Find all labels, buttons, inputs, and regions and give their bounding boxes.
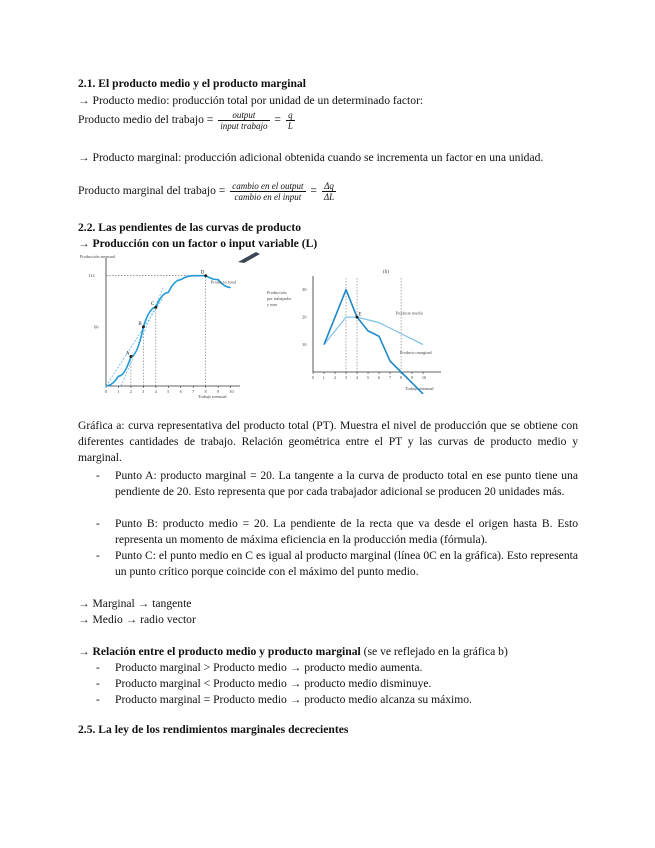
fraction xyxy=(230,181,305,202)
y-axis-label-line: Producción xyxy=(267,290,287,295)
bullet-dash: - xyxy=(96,549,100,562)
point-label: C xyxy=(150,302,155,308)
x-tick-label: 2 xyxy=(129,389,132,394)
ray-from-origin xyxy=(106,297,163,386)
fraction-numerator: cambio en el output xyxy=(232,181,304,191)
point-marker xyxy=(204,274,207,277)
x-tick-label: 4 xyxy=(355,375,358,380)
x-tick-label: 1 xyxy=(322,375,325,380)
x-tick-label: 5 xyxy=(366,375,369,380)
equation-label: Producto medio del trabajo = xyxy=(78,113,214,127)
x-tick-label: 0 xyxy=(104,389,107,394)
producto-marginal-definition: → Producto marginal: producción adicional obtenida cuando se incrementa un factor en una unidad. xyxy=(78,151,544,164)
fraction xyxy=(286,110,295,131)
x-tick-label: 6 xyxy=(179,389,182,394)
total-product-curve xyxy=(106,276,231,386)
x-tick-label: 8 xyxy=(204,389,207,394)
y-tick-label: 20 xyxy=(302,314,307,320)
note-marginal: → Marginal → tangente xyxy=(78,597,192,610)
x-tick-label: 8 xyxy=(399,375,403,380)
marginal-product-curve xyxy=(324,290,423,394)
average-product-curve xyxy=(324,317,423,344)
curve-label: Producto total xyxy=(210,279,237,285)
x-tick-label: 3 xyxy=(344,375,347,380)
y-axis-label-line: y mes xyxy=(267,302,278,307)
bullet-punto-c: Punto C: el punto medio en C es igual al producto marginal (línea 0C en la gráfica). Esto representa un punto crítico porque coincide con el máximo del punto medio. xyxy=(115,549,578,578)
y-tick-label: 30 xyxy=(302,287,307,293)
x-tick-label: 3 xyxy=(142,389,145,394)
fraction-numerator: q xyxy=(286,110,295,121)
bullet-dash: - xyxy=(96,677,100,690)
relacion-bullet-disminuye: Producto marginal < Producto medio → producto medio disminuye. xyxy=(115,677,432,690)
fraction xyxy=(218,110,269,131)
grafica-a-paragraph: Gráfica a: curva representativa del producto total (PT). Muestra el nivel de producción que se obtiene con diferentes cantidades de trabajo. Relación geométrica entre el PT y las curvas de producto medio y marginal. xyxy=(78,419,578,464)
series-label: Producto medio xyxy=(395,310,423,316)
x-tick-label: 5 xyxy=(167,389,170,394)
panel-label: (b) xyxy=(383,270,389,275)
point-marker xyxy=(142,325,145,328)
x-tick-label: 7 xyxy=(388,375,392,380)
fraction xyxy=(322,181,336,202)
bullet-punto-a: Punto A: producto marginal = 20. La tangente a la curva de producto total en ese punto tiene una pendiente de 20. Esto representa que por cada trabajador adicional se producen 20 unidades más. xyxy=(115,469,578,498)
relacion-bullet-aumenta: Producto marginal > Producto medio → producto medio aumenta. xyxy=(115,661,423,674)
point-label: E xyxy=(358,312,362,318)
fraction-denominator: input trabajo xyxy=(220,121,268,131)
fraction-denominator: cambio en el input xyxy=(234,192,302,202)
y-tick-label: 60 xyxy=(94,324,99,330)
y-axis-label: Producción mensual xyxy=(80,254,115,259)
chart-b-average-marginal xyxy=(265,262,450,394)
x-tick-label: 4 xyxy=(154,389,157,394)
fraction-denominator: L xyxy=(287,121,293,131)
chart-a-total-product xyxy=(78,252,248,402)
producto-medio-equation xyxy=(78,110,297,131)
point-label: A xyxy=(125,351,130,357)
y-tick-label: 10 xyxy=(302,342,307,348)
equation-label: Producto marginal del trabajo = xyxy=(78,184,226,198)
point-marker xyxy=(129,355,132,358)
relacion-heading xyxy=(78,644,508,660)
section-2-1-heading: 2.1. El producto medio y el producto marginal xyxy=(78,77,306,90)
point-label: B xyxy=(138,321,142,327)
bullet-dash: - xyxy=(96,517,100,530)
bullet-dash: - xyxy=(96,693,100,706)
section-2-2-subheading: → Producción con un factor o input variable (L) xyxy=(78,237,318,250)
relacion-heading-bold: → Relación entre el producto medio y producto marginal xyxy=(78,645,361,658)
x-tick-label: 9 xyxy=(410,375,414,380)
x-tick-label: 10 xyxy=(421,375,427,380)
fraction-numerator: Δq xyxy=(322,181,336,192)
section-2-5-heading: 2.5. La ley de los rendimientos marginales decrecientes xyxy=(78,723,349,736)
x-tick-label: 6 xyxy=(377,375,381,380)
fraction-denominator: ΔL xyxy=(323,192,335,202)
y-tick-label: 112 xyxy=(88,273,95,279)
x-tick-label: 2 xyxy=(333,375,336,380)
tangent-line xyxy=(121,288,163,386)
x-tick-label: 9 xyxy=(216,389,220,394)
x-axis-label: Trabajo mensual xyxy=(198,394,227,399)
x-tick-label: 10 xyxy=(229,389,234,394)
bullet-dash: - xyxy=(96,661,100,674)
point-marker xyxy=(154,306,157,309)
x-tick-label: 1 xyxy=(117,389,120,394)
x-axis-label: Trabajo mensual xyxy=(405,386,434,391)
section-2-2-heading: 2.2. Las pendientes de las curvas de producto xyxy=(78,221,301,234)
note-medio: → Medio → radio vector xyxy=(78,613,196,626)
fraction-numerator: output xyxy=(218,110,269,121)
equals-sign: = xyxy=(274,113,281,127)
relacion-bullet-maximo: Producto marginal = Producto medio → producto medio alcanza su máximo. xyxy=(115,693,472,706)
chart-b-axes xyxy=(313,270,441,391)
x-tick-label: 0 xyxy=(311,375,314,380)
y-axis-label-line: por trabajador xyxy=(267,296,292,301)
point-label: D xyxy=(200,270,205,276)
bullet-punto-b: Punto B: producto medio = 20. La pendiente de la recta que va desde el origen hasta B. Esto representa un momento de máxima eficiencia en la producción media (fórmula). xyxy=(115,517,578,546)
equals-sign: = xyxy=(310,184,317,198)
series-label: Producto marginal xyxy=(399,350,432,356)
x-tick-label: 7 xyxy=(192,389,195,394)
producto-medio-definition: → Producto medio: producción total por unidad de un determinado factor: xyxy=(78,94,424,107)
producto-marginal-equation xyxy=(78,181,338,202)
bullet-dash: - xyxy=(96,469,100,482)
relacion-heading-note: (se ve reflejado en la gráfica b) xyxy=(360,645,508,658)
